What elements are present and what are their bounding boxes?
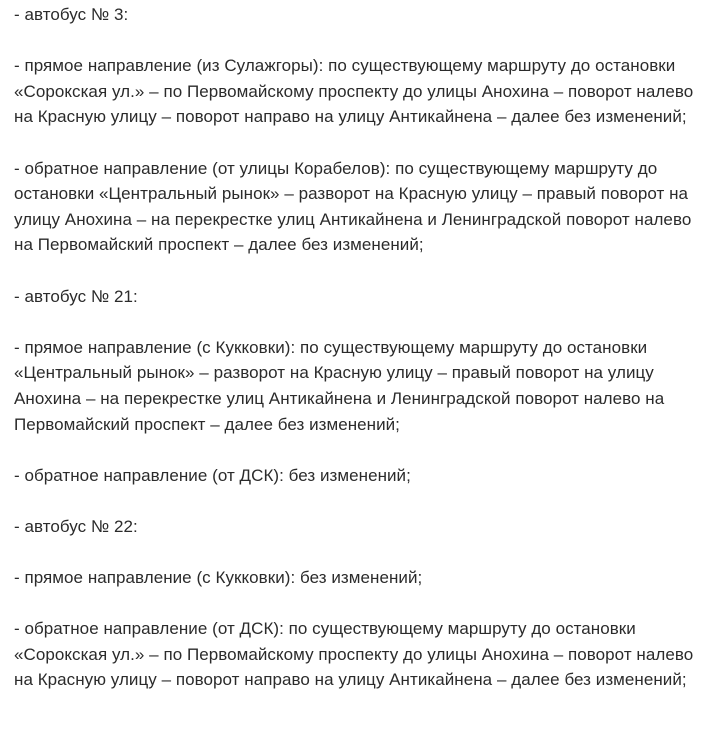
bus-3-forward-route: - прямое направление (из Сулажгоры): по существующему маршруту до остановки «Сорокская ул.» – по Первомайскому проспекту до улицы Анохина – поворот налево на Красную улицу – поворот направо на улицу Антикайнена – далее без изменений;	[14, 56, 694, 127]
bus-21-forward-route: - прямое направление (с Кукковки): по существующему маршруту до остановки «Центральный рынок» – разворот на Красную улицу – правый поворот на улицу Анохина – на перекрестке улиц Антикайнена и Ленинградской поворот налево на Первомайский проспект – далее без изменений;	[14, 337, 665, 434]
bus-3-reverse-route: - обратное направление (от улицы Корабелов): по существующему маршруту до остановки «Центральный рынок» – разворот на Красную улицу – правый поворот на улицу Анохина – на перекрестке улиц Антикайнена и Ленинградской поворот налево на Первомайский проспект – далее без изменений;	[14, 158, 692, 255]
heading-bus-3: - автобус № 3:	[14, 5, 129, 24]
heading-bus-22: - автобус № 22:	[14, 516, 138, 536]
bus-22-forward-route: - прямое направление (с Кукковки): без изменений;	[14, 568, 423, 588]
heading-bus-21: - автобус № 21:	[14, 286, 138, 306]
bus-21-reverse-route: - обратное направление (от ДСК): без изменений;	[14, 465, 411, 485]
bus-22-reverse-route: - обратное направление (от ДСК): по существующему маршруту до остановки «Сорокская ул.» – по Первомайскому проспекту до улицы Анохина – поворот налево на Красную улицу – поворот направо на улицу Антикайнена – далее без изменений;	[14, 619, 694, 690]
document-body	[14, 2, 704, 693]
